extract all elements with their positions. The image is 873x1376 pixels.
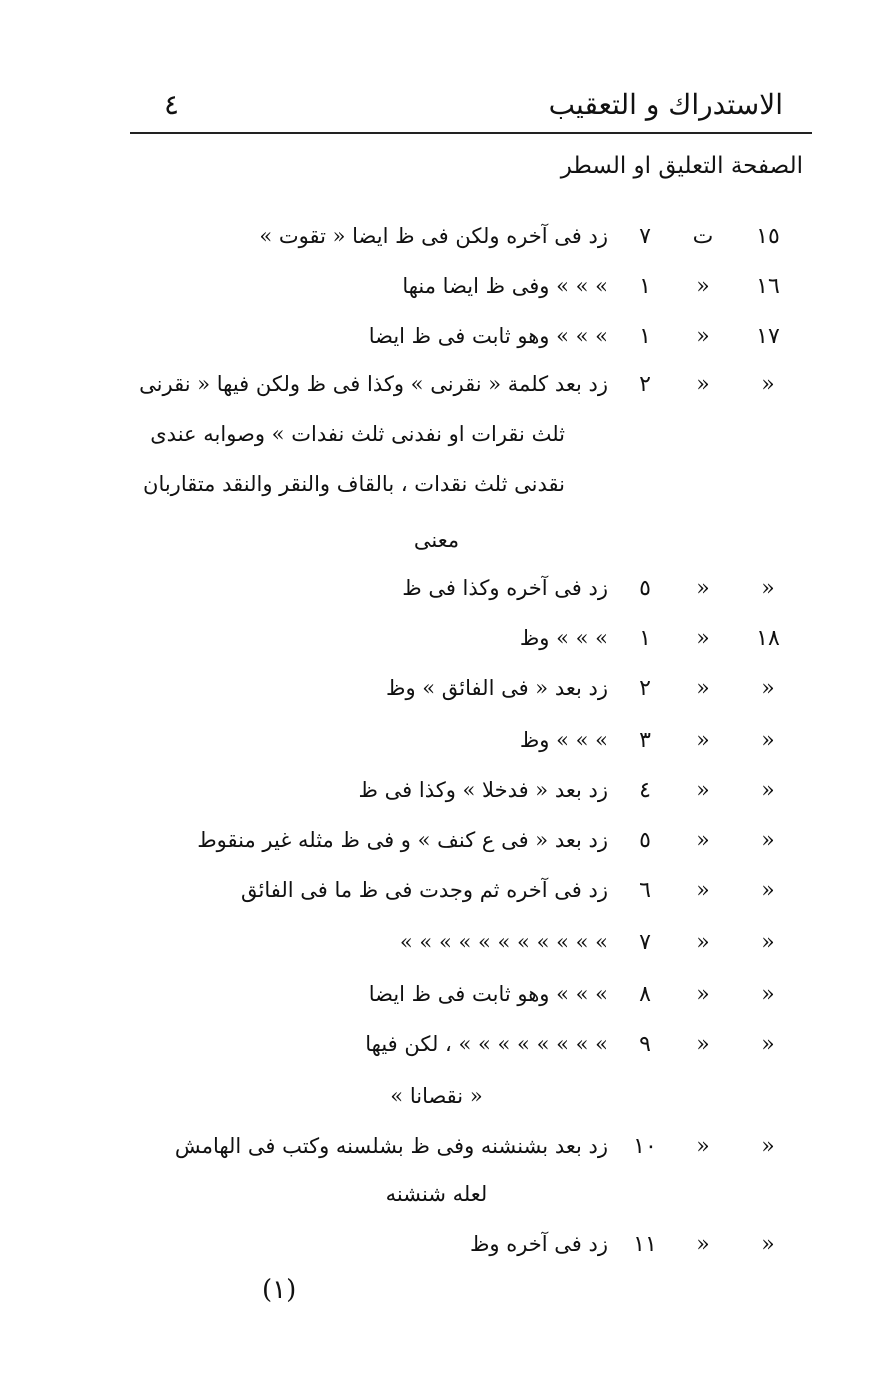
table-row: [0, 982, 873, 1022]
note-text: » » » » » » » » » » »: [399, 930, 608, 954]
page-cell: »: [761, 778, 775, 803]
line-cell: ١: [639, 274, 651, 299]
note-text: » » » وفى ظ ايضا منها: [402, 274, 608, 298]
page-cell: »: [761, 930, 775, 955]
line-cell: ٧: [639, 930, 651, 955]
signature-mark: (١): [262, 1275, 297, 1305]
page-cell: ١٦: [756, 274, 780, 299]
page-cell: »: [761, 1134, 775, 1159]
line-cell: ٩: [639, 1032, 651, 1057]
page-cell: »: [761, 728, 775, 753]
page-cell: »: [761, 1032, 775, 1057]
page-cell: »: [761, 372, 775, 397]
type-cell: »: [696, 626, 710, 651]
type-cell: »: [696, 828, 710, 853]
table-row: [0, 1032, 873, 1072]
page-cell: »: [761, 1232, 775, 1257]
type-cell: »: [696, 1134, 710, 1159]
page-cell: ١٧: [756, 324, 780, 349]
type-cell: »: [696, 878, 710, 903]
table-row: [0, 224, 873, 264]
table-row: [0, 626, 873, 666]
type-cell: »: [696, 930, 710, 955]
type-cell: »: [696, 778, 710, 803]
type-cell: »: [696, 274, 710, 299]
table-row: [0, 676, 873, 716]
table-row: [0, 728, 873, 768]
type-cell: »: [696, 1232, 710, 1257]
note-text: زد فى آخره وكذا فى ظ: [402, 576, 608, 600]
note-text: زد فى آخره ولكن فى ظ ايضا « تقوت »: [259, 224, 608, 248]
line-cell: ٢: [639, 676, 651, 701]
line-cell: ٤: [639, 778, 651, 803]
table-row: [0, 1232, 873, 1272]
type-cell: »: [696, 1032, 710, 1057]
page-cell: »: [761, 676, 775, 701]
table-row: [0, 878, 873, 918]
line-cell: ٥: [639, 576, 651, 601]
line-cell: ٨: [639, 982, 651, 1007]
table-row: [0, 1134, 873, 1174]
page-cell: ١٨: [756, 626, 780, 651]
type-cell: »: [696, 676, 710, 701]
column-header: الصفحة التعليق او السطر: [560, 153, 803, 179]
table-row: [0, 930, 873, 970]
line-cell: ٦: [639, 878, 651, 903]
line-cell: ١: [639, 324, 651, 349]
note-continuation: « نقصانا »: [390, 1084, 483, 1108]
table-row: [0, 324, 873, 364]
line-cell: ١: [639, 626, 651, 651]
table-row: [0, 274, 873, 314]
note-text: » » » وهو ثابت فى ظ ايضا: [368, 324, 608, 348]
table-row: [0, 372, 873, 412]
page-cell: »: [761, 828, 775, 853]
note-text: » » » وظ: [519, 728, 608, 752]
line-cell: ٥: [639, 828, 651, 853]
note-text: زد بعد كلمة « نقرنى » وكذا فى ظ ولكن فيها « نقرنى: [139, 372, 608, 396]
type-cell: »: [696, 728, 710, 753]
table-row: [0, 576, 873, 616]
page-cell: »: [761, 576, 775, 601]
page-cell: ١٥: [756, 224, 780, 249]
page-cell: »: [761, 982, 775, 1007]
table-row: [0, 778, 873, 818]
note-text: زد بعد « فى الفائق » وظ: [386, 676, 608, 700]
line-cell: ٣: [639, 728, 651, 753]
type-cell: »: [696, 324, 710, 349]
running-title: الاستدراك و التعقيب: [548, 88, 783, 121]
line-cell: ١٠: [633, 1134, 657, 1159]
note-text: زد بعد « فدخلا » وكذا فى ظ: [358, 778, 608, 802]
note-text: زد بعد « فى ع كنف » و فى ظ مثله غير منقوط: [197, 828, 608, 852]
type-cell: »: [696, 372, 710, 397]
header-rule: [130, 132, 812, 134]
note-continuation: ثلث نقرات او نفدنى ثلث نفدات » وصوابه عندى: [150, 422, 565, 446]
line-cell: ٧: [639, 224, 651, 249]
page-cell: »: [761, 878, 775, 903]
note-text: » » » وظ: [519, 626, 608, 650]
line-cell: ١١: [633, 1232, 657, 1257]
note-text: زد فى آخره ثم وجدت فى ظ ما فى الفائق: [240, 878, 608, 902]
note-continuation: لعله شنشنه: [385, 1182, 488, 1206]
line-cell: ٢: [639, 372, 651, 397]
note-text: » » » » » » » » ، لكن فيها: [365, 1032, 608, 1056]
type-cell: ت: [692, 224, 714, 249]
type-cell: »: [696, 982, 710, 1007]
note-continuation: نقدنى ثلث نقدات ، بالقاف والنقر والنقد متقاربان: [143, 472, 565, 496]
note-continuation: معنى: [413, 528, 460, 552]
note-text: زد بعد بشنشنه وفى ظ بشلسنه وكتب فى الهامش: [174, 1134, 608, 1158]
note-text: » » » وهو ثابت فى ظ ايضا: [368, 982, 608, 1006]
table-row: [0, 828, 873, 868]
type-cell: »: [696, 576, 710, 601]
note-text: زد فى آخره وظ: [469, 1232, 608, 1256]
page-number: ٤: [164, 88, 180, 121]
